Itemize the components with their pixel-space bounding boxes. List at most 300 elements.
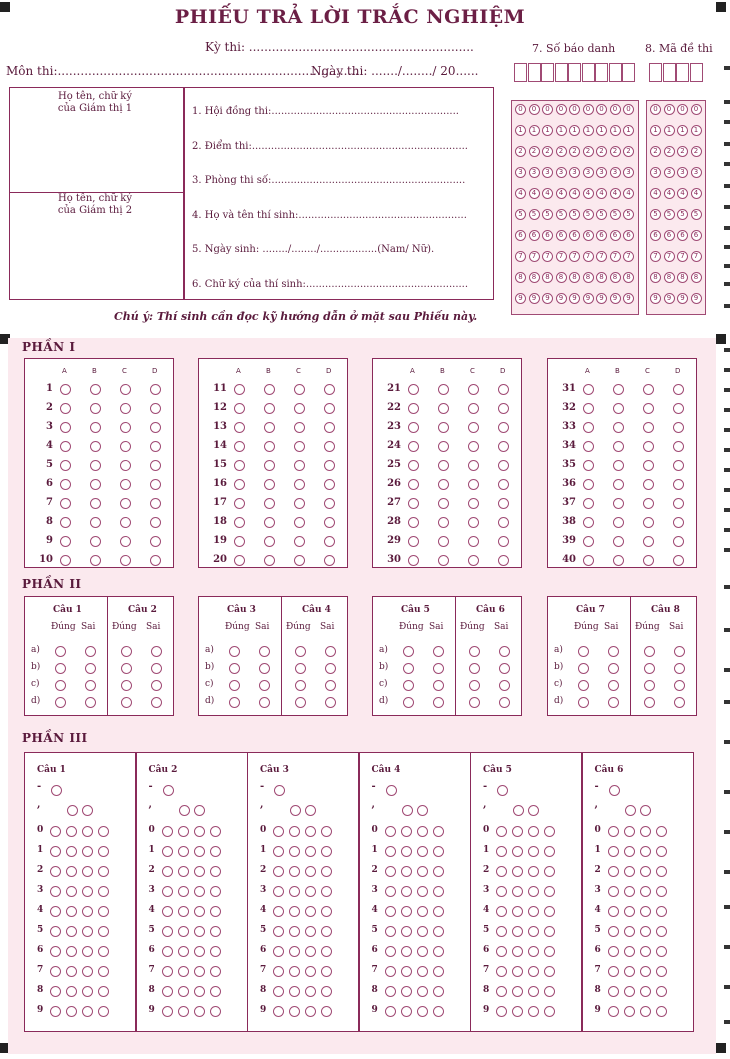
so-bao-danh-digit-bubble[interactable]: 0	[556, 104, 567, 115]
ma-de-thi-digit-bubble[interactable]: 3	[677, 167, 688, 178]
digit-bubble[interactable]	[50, 886, 61, 897]
digit-bubble[interactable]	[98, 866, 109, 877]
digit-bubble[interactable]	[417, 886, 428, 897]
answer-bubble[interactable]	[150, 555, 161, 566]
answer-bubble[interactable]	[90, 403, 101, 414]
digit-bubble[interactable]	[401, 946, 412, 957]
so-bao-danh-digit-bubble[interactable]: 2	[515, 146, 526, 157]
answer-bubble[interactable]	[583, 517, 594, 528]
answer-bubble[interactable]	[294, 403, 305, 414]
digit-bubble[interactable]	[624, 866, 635, 877]
digit-bubble[interactable]	[624, 966, 635, 977]
minus-bubble[interactable]	[386, 785, 397, 796]
so-bao-danh-digit-bubble[interactable]: 3	[542, 167, 553, 178]
digit-bubble[interactable]	[385, 986, 396, 997]
so-bao-danh-digit-bubble[interactable]: 7	[610, 251, 621, 262]
digit-bubble[interactable]	[544, 986, 555, 997]
digit-bubble[interactable]	[66, 986, 77, 997]
answer-bubble[interactable]	[643, 555, 654, 566]
answer-bubble[interactable]	[608, 697, 619, 708]
digit-bubble[interactable]	[210, 866, 221, 877]
digit-bubble[interactable]	[289, 826, 300, 837]
answer-bubble[interactable]	[498, 536, 509, 547]
answer-bubble[interactable]	[644, 697, 655, 708]
answer-bubble[interactable]	[234, 536, 245, 547]
digit-bubble[interactable]	[66, 866, 77, 877]
so-bao-danh-digit-bubble[interactable]: 1	[610, 125, 621, 136]
ma-de-thi-entry-box[interactable]	[663, 63, 676, 82]
digit-bubble[interactable]	[528, 986, 539, 997]
ma-de-thi-digit-bubble[interactable]: 5	[664, 209, 675, 220]
answer-bubble[interactable]	[468, 517, 479, 528]
digit-bubble[interactable]	[162, 826, 173, 837]
digit-bubble[interactable]	[321, 1006, 332, 1017]
ma-de-thi-digit-bubble[interactable]: 6	[650, 230, 661, 241]
digit-bubble[interactable]	[608, 966, 619, 977]
answer-bubble[interactable]	[673, 422, 684, 433]
digit-bubble[interactable]	[544, 926, 555, 937]
so-bao-danh-digit-bubble[interactable]: 1	[542, 125, 553, 136]
answer-bubble[interactable]	[90, 441, 101, 452]
digit-bubble[interactable]	[82, 1006, 93, 1017]
digit-bubble[interactable]	[385, 846, 396, 857]
answer-bubble[interactable]	[294, 498, 305, 509]
so-bao-danh-digit-bubble[interactable]: 9	[623, 293, 634, 304]
digit-bubble[interactable]	[305, 846, 316, 857]
so-bao-danh-digit-bubble[interactable]: 8	[610, 272, 621, 283]
digit-bubble[interactable]	[289, 946, 300, 957]
answer-bubble[interactable]	[498, 441, 509, 452]
mon-thi-field[interactable]: Môn thi:...............................................................................	[6, 64, 359, 78]
so-bao-danh-digit-bubble[interactable]: 1	[569, 125, 580, 136]
answer-bubble[interactable]	[583, 441, 594, 452]
digit-bubble[interactable]	[640, 986, 651, 997]
comma-bubble[interactable]	[528, 805, 539, 816]
answer-bubble[interactable]	[438, 479, 449, 490]
answer-bubble[interactable]	[264, 441, 275, 452]
answer-bubble[interactable]	[234, 441, 245, 452]
ma-de-thi-digit-bubble[interactable]: 6	[677, 230, 688, 241]
so-bao-danh-digit-bubble[interactable]: 0	[610, 104, 621, 115]
digit-bubble[interactable]	[210, 826, 221, 837]
ma-de-thi-digit-bubble[interactable]: 3	[664, 167, 675, 178]
digit-bubble[interactable]	[273, 926, 284, 937]
digit-bubble[interactable]	[512, 946, 523, 957]
digit-bubble[interactable]	[162, 946, 173, 957]
answer-bubble[interactable]	[229, 663, 240, 674]
answer-bubble[interactable]	[643, 517, 654, 528]
so-bao-danh-digit-bubble[interactable]: 6	[569, 230, 580, 241]
digit-bubble[interactable]	[98, 926, 109, 937]
ma-de-thi-digit-bubble[interactable]: 5	[691, 209, 702, 220]
answer-bubble[interactable]	[121, 697, 132, 708]
digit-bubble[interactable]	[512, 966, 523, 977]
answer-bubble[interactable]	[438, 460, 449, 471]
answer-bubble[interactable]	[643, 479, 654, 490]
answer-bubble[interactable]	[90, 479, 101, 490]
digit-bubble[interactable]	[417, 946, 428, 957]
answer-bubble[interactable]	[468, 536, 479, 547]
so-bao-danh-digit-bubble[interactable]: 1	[596, 125, 607, 136]
digit-bubble[interactable]	[528, 866, 539, 877]
answer-bubble[interactable]	[325, 680, 336, 691]
digit-bubble[interactable]	[385, 946, 396, 957]
so-bao-danh-digit-bubble[interactable]: 7	[556, 251, 567, 262]
so-bao-danh-digit-bubble[interactable]: 5	[623, 209, 634, 220]
digit-bubble[interactable]	[401, 986, 412, 997]
comma-bubble[interactable]	[179, 805, 190, 816]
so-bao-danh-digit-bubble[interactable]: 3	[623, 167, 634, 178]
digit-bubble[interactable]	[210, 846, 221, 857]
digit-bubble[interactable]	[656, 1006, 667, 1017]
answer-bubble[interactable]	[438, 403, 449, 414]
answer-bubble[interactable]	[234, 517, 245, 528]
digit-bubble[interactable]	[528, 846, 539, 857]
answer-bubble[interactable]	[325, 663, 336, 674]
comma-bubble[interactable]	[402, 805, 413, 816]
digit-bubble[interactable]	[417, 906, 428, 917]
digit-bubble[interactable]	[162, 986, 173, 997]
answer-bubble[interactable]	[408, 517, 419, 528]
answer-bubble[interactable]	[499, 646, 510, 657]
digit-bubble[interactable]	[178, 1006, 189, 1017]
answer-bubble[interactable]	[60, 536, 71, 547]
answer-bubble[interactable]	[150, 384, 161, 395]
answer-bubble[interactable]	[673, 479, 684, 490]
ma-de-thi-digit-bubble[interactable]: 0	[677, 104, 688, 115]
digit-bubble[interactable]	[194, 906, 205, 917]
digit-bubble[interactable]	[321, 986, 332, 997]
digit-bubble[interactable]	[433, 886, 444, 897]
digit-bubble[interactable]	[305, 886, 316, 897]
answer-bubble[interactable]	[264, 517, 275, 528]
digit-bubble[interactable]	[528, 926, 539, 937]
ma-de-thi-digit-bubble[interactable]: 8	[677, 272, 688, 283]
ma-de-thi-digit-bubble[interactable]: 6	[691, 230, 702, 241]
digit-bubble[interactable]	[98, 886, 109, 897]
comma-bubble[interactable]	[513, 805, 524, 816]
digit-bubble[interactable]	[512, 846, 523, 857]
answer-bubble[interactable]	[259, 680, 270, 691]
answer-bubble[interactable]	[229, 680, 240, 691]
answer-bubble[interactable]	[85, 663, 96, 674]
so-bao-danh-digit-bubble[interactable]: 5	[529, 209, 540, 220]
digit-bubble[interactable]	[98, 826, 109, 837]
answer-bubble[interactable]	[234, 384, 245, 395]
digit-bubble[interactable]	[544, 826, 555, 837]
digit-bubble[interactable]	[273, 946, 284, 957]
answer-bubble[interactable]	[469, 697, 480, 708]
minus-bubble[interactable]	[274, 785, 285, 796]
answer-bubble[interactable]	[608, 646, 619, 657]
answer-bubble[interactable]	[324, 517, 335, 528]
digit-bubble[interactable]	[194, 866, 205, 877]
so-bao-danh-digit-bubble[interactable]: 6	[515, 230, 526, 241]
digit-bubble[interactable]	[385, 886, 396, 897]
digit-bubble[interactable]	[162, 906, 173, 917]
digit-bubble[interactable]	[273, 846, 284, 857]
so-bao-danh-digit-bubble[interactable]: 5	[542, 209, 553, 220]
answer-bubble[interactable]	[613, 555, 624, 566]
answer-bubble[interactable]	[643, 536, 654, 547]
digit-bubble[interactable]	[82, 926, 93, 937]
ma-de-thi-digit-bubble[interactable]: 4	[664, 188, 675, 199]
answer-bubble[interactable]	[643, 498, 654, 509]
so-bao-danh-entry-box[interactable]	[609, 63, 622, 82]
digit-bubble[interactable]	[50, 986, 61, 997]
answer-bubble[interactable]	[120, 517, 131, 528]
answer-bubble[interactable]	[438, 555, 449, 566]
answer-bubble[interactable]	[151, 646, 162, 657]
answer-bubble[interactable]	[234, 403, 245, 414]
ma-de-thi-digit-bubble[interactable]: 7	[691, 251, 702, 262]
answer-bubble[interactable]	[264, 536, 275, 547]
field-ngay-sinh[interactable]: 5. Ngày sinh: ......../......../..................(Nam/ Nữ).	[192, 244, 435, 255]
answer-bubble[interactable]	[264, 479, 275, 490]
digit-bubble[interactable]	[624, 986, 635, 997]
so-bao-danh-digit-bubble[interactable]: 2	[556, 146, 567, 157]
so-bao-danh-digit-bubble[interactable]: 8	[515, 272, 526, 283]
answer-bubble[interactable]	[294, 422, 305, 433]
answer-bubble[interactable]	[643, 403, 654, 414]
so-bao-danh-digit-bubble[interactable]: 8	[583, 272, 594, 283]
digit-bubble[interactable]	[98, 966, 109, 977]
ma-de-thi-digit-bubble[interactable]: 8	[650, 272, 661, 283]
digit-bubble[interactable]	[512, 866, 523, 877]
digit-bubble[interactable]	[656, 966, 667, 977]
answer-bubble[interactable]	[643, 460, 654, 471]
digit-bubble[interactable]	[82, 946, 93, 957]
answer-bubble[interactable]	[613, 422, 624, 433]
digit-bubble[interactable]	[417, 826, 428, 837]
digit-bubble[interactable]	[289, 1006, 300, 1017]
ma-de-thi-digit-bubble[interactable]: 1	[691, 125, 702, 136]
digit-bubble[interactable]	[178, 926, 189, 937]
so-bao-danh-digit-bubble[interactable]: 1	[583, 125, 594, 136]
digit-bubble[interactable]	[656, 926, 667, 937]
answer-bubble[interactable]	[120, 498, 131, 509]
digit-bubble[interactable]	[305, 966, 316, 977]
answer-bubble[interactable]	[264, 460, 275, 471]
answer-bubble[interactable]	[150, 460, 161, 471]
digit-bubble[interactable]	[608, 1006, 619, 1017]
so-bao-danh-digit-bubble[interactable]: 7	[583, 251, 594, 262]
so-bao-danh-digit-bubble[interactable]: 1	[529, 125, 540, 136]
so-bao-danh-digit-bubble[interactable]: 3	[529, 167, 540, 178]
digit-bubble[interactable]	[624, 886, 635, 897]
answer-bubble[interactable]	[583, 536, 594, 547]
digit-bubble[interactable]	[289, 846, 300, 857]
digit-bubble[interactable]	[417, 986, 428, 997]
digit-bubble[interactable]	[194, 1006, 205, 1017]
answer-bubble[interactable]	[324, 441, 335, 452]
digit-bubble[interactable]	[50, 906, 61, 917]
answer-bubble[interactable]	[438, 441, 449, 452]
digit-bubble[interactable]	[82, 846, 93, 857]
answer-bubble[interactable]	[60, 422, 71, 433]
digit-bubble[interactable]	[433, 866, 444, 877]
answer-bubble[interactable]	[408, 384, 419, 395]
so-bao-danh-digit-bubble[interactable]: 5	[569, 209, 580, 220]
answer-bubble[interactable]	[438, 384, 449, 395]
digit-bubble[interactable]	[608, 986, 619, 997]
digit-bubble[interactable]	[496, 926, 507, 937]
digit-bubble[interactable]	[656, 826, 667, 837]
answer-bubble[interactable]	[499, 663, 510, 674]
answer-bubble[interactable]	[498, 555, 509, 566]
so-bao-danh-digit-bubble[interactable]: 8	[623, 272, 634, 283]
so-bao-danh-digit-bubble[interactable]: 9	[529, 293, 540, 304]
answer-bubble[interactable]	[120, 460, 131, 471]
answer-bubble[interactable]	[60, 384, 71, 395]
answer-bubble[interactable]	[259, 646, 270, 657]
answer-bubble[interactable]	[55, 680, 66, 691]
digit-bubble[interactable]	[624, 1006, 635, 1017]
so-bao-danh-digit-bubble[interactable]: 4	[529, 188, 540, 199]
so-bao-danh-digit-bubble[interactable]: 6	[556, 230, 567, 241]
answer-bubble[interactable]	[408, 441, 419, 452]
so-bao-danh-digit-bubble[interactable]: 0	[569, 104, 580, 115]
answer-bubble[interactable]	[608, 663, 619, 674]
digit-bubble[interactable]	[401, 846, 412, 857]
digit-bubble[interactable]	[385, 1006, 396, 1017]
digit-bubble[interactable]	[66, 886, 77, 897]
so-bao-danh-digit-bubble[interactable]: 4	[583, 188, 594, 199]
answer-bubble[interactable]	[498, 517, 509, 528]
digit-bubble[interactable]	[321, 946, 332, 957]
answer-bubble[interactable]	[150, 498, 161, 509]
digit-bubble[interactable]	[273, 906, 284, 917]
ngay-thi-field[interactable]: Ngày thi: ......./......../ 20......	[311, 64, 479, 78]
digit-bubble[interactable]	[496, 966, 507, 977]
so-bao-danh-digit-bubble[interactable]: 4	[610, 188, 621, 199]
answer-bubble[interactable]	[644, 646, 655, 657]
digit-bubble[interactable]	[512, 1006, 523, 1017]
answer-bubble[interactable]	[229, 646, 240, 657]
so-bao-danh-digit-bubble[interactable]: 6	[529, 230, 540, 241]
answer-bubble[interactable]	[498, 498, 509, 509]
answer-bubble[interactable]	[229, 697, 240, 708]
answer-bubble[interactable]	[433, 663, 444, 674]
digit-bubble[interactable]	[210, 1006, 221, 1017]
answer-bubble[interactable]	[578, 663, 589, 674]
so-bao-danh-digit-bubble[interactable]: 2	[596, 146, 607, 157]
answer-bubble[interactable]	[468, 403, 479, 414]
answer-bubble[interactable]	[264, 403, 275, 414]
so-bao-danh-digit-bubble[interactable]: 7	[596, 251, 607, 262]
answer-bubble[interactable]	[578, 680, 589, 691]
answer-bubble[interactable]	[90, 536, 101, 547]
digit-bubble[interactable]	[417, 866, 428, 877]
answer-bubble[interactable]	[234, 479, 245, 490]
answer-bubble[interactable]	[264, 555, 275, 566]
so-bao-danh-digit-bubble[interactable]: 9	[569, 293, 580, 304]
answer-bubble[interactable]	[90, 517, 101, 528]
digit-bubble[interactable]	[640, 846, 651, 857]
digit-bubble[interactable]	[401, 906, 412, 917]
digit-bubble[interactable]	[82, 906, 93, 917]
digit-bubble[interactable]	[656, 866, 667, 877]
digit-bubble[interactable]	[656, 906, 667, 917]
answer-bubble[interactable]	[120, 384, 131, 395]
digit-bubble[interactable]	[50, 946, 61, 957]
so-bao-danh-entry-box[interactable]	[555, 63, 568, 82]
answer-bubble[interactable]	[85, 680, 96, 691]
answer-bubble[interactable]	[433, 646, 444, 657]
field-phong-thi[interactable]: 3. Phòng thi số:.............................................................	[192, 175, 466, 186]
digit-bubble[interactable]	[98, 1006, 109, 1017]
comma-bubble[interactable]	[417, 805, 428, 816]
digit-bubble[interactable]	[640, 826, 651, 837]
answer-bubble[interactable]	[644, 680, 655, 691]
digit-bubble[interactable]	[624, 906, 635, 917]
so-bao-danh-digit-bubble[interactable]: 6	[583, 230, 594, 241]
digit-bubble[interactable]	[194, 826, 205, 837]
answer-bubble[interactable]	[234, 422, 245, 433]
so-bao-danh-entry-box[interactable]	[541, 63, 554, 82]
so-bao-danh-digit-bubble[interactable]: 4	[623, 188, 634, 199]
digit-bubble[interactable]	[512, 986, 523, 997]
digit-bubble[interactable]	[608, 886, 619, 897]
answer-bubble[interactable]	[234, 460, 245, 471]
ma-de-thi-digit-bubble[interactable]: 2	[650, 146, 661, 157]
so-bao-danh-digit-bubble[interactable]: 3	[583, 167, 594, 178]
answer-bubble[interactable]	[578, 697, 589, 708]
answer-bubble[interactable]	[613, 498, 624, 509]
answer-bubble[interactable]	[295, 646, 306, 657]
answer-bubble[interactable]	[583, 384, 594, 395]
so-bao-danh-entry-box[interactable]	[595, 63, 608, 82]
digit-bubble[interactable]	[50, 826, 61, 837]
so-bao-danh-digit-bubble[interactable]: 1	[556, 125, 567, 136]
digit-bubble[interactable]	[194, 886, 205, 897]
answer-bubble[interactable]	[613, 460, 624, 471]
ma-de-thi-entry-box[interactable]	[676, 63, 689, 82]
ma-de-thi-digit-bubble[interactable]: 9	[650, 293, 661, 304]
digit-bubble[interactable]	[385, 906, 396, 917]
answer-bubble[interactable]	[438, 536, 449, 547]
digit-bubble[interactable]	[273, 866, 284, 877]
so-bao-danh-digit-bubble[interactable]: 0	[515, 104, 526, 115]
so-bao-danh-digit-bubble[interactable]: 6	[542, 230, 553, 241]
ma-de-thi-digit-bubble[interactable]: 8	[691, 272, 702, 283]
digit-bubble[interactable]	[194, 846, 205, 857]
digit-bubble[interactable]	[194, 986, 205, 997]
ma-de-thi-digit-bubble[interactable]: 7	[677, 251, 688, 262]
answer-bubble[interactable]	[150, 403, 161, 414]
answer-bubble[interactable]	[408, 498, 419, 509]
so-bao-danh-digit-bubble[interactable]: 3	[556, 167, 567, 178]
answer-bubble[interactable]	[60, 460, 71, 471]
so-bao-danh-digit-bubble[interactable]: 1	[623, 125, 634, 136]
digit-bubble[interactable]	[608, 846, 619, 857]
answer-bubble[interactable]	[643, 384, 654, 395]
digit-bubble[interactable]	[305, 906, 316, 917]
digit-bubble[interactable]	[321, 926, 332, 937]
answer-bubble[interactable]	[468, 384, 479, 395]
answer-bubble[interactable]	[583, 498, 594, 509]
answer-bubble[interactable]	[498, 460, 509, 471]
so-bao-danh-digit-bubble[interactable]: 8	[529, 272, 540, 283]
digit-bubble[interactable]	[385, 966, 396, 977]
answer-bubble[interactable]	[294, 384, 305, 395]
answer-bubble[interactable]	[90, 555, 101, 566]
so-bao-danh-digit-bubble[interactable]: 7	[623, 251, 634, 262]
so-bao-danh-digit-bubble[interactable]: 4	[556, 188, 567, 199]
answer-bubble[interactable]	[295, 663, 306, 674]
digit-bubble[interactable]	[98, 986, 109, 997]
digit-bubble[interactable]	[417, 846, 428, 857]
